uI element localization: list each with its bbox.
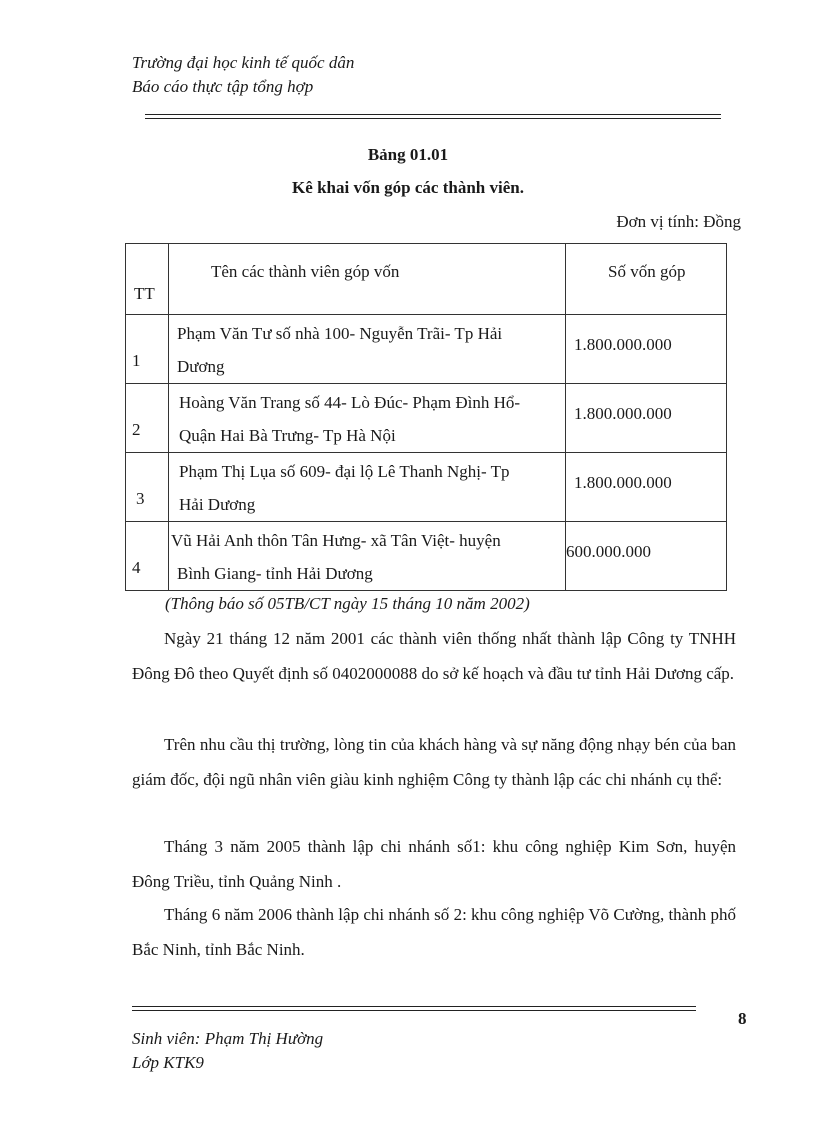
row-amount: 1.800.000.000 bbox=[566, 315, 727, 384]
footer-rule-2 bbox=[132, 1010, 696, 1011]
row-tt: 1 bbox=[126, 315, 169, 384]
header-amount: Số vốn góp bbox=[566, 244, 727, 315]
source-note: (Thông báo số 05TB/CT ngày 15 tháng 10 năm 2002) bbox=[165, 594, 530, 613]
paragraph-branches-intro: Trên nhu cầu thị trường, lòng tin của khách hàng và sự năng động nhạy bén của ban giám đốc, đội ngũ nhân viên giàu kinh nghiệm Công ty thành lập các chi nhánh cụ thể: bbox=[132, 735, 736, 789]
table-row bbox=[126, 453, 727, 522]
row-tt: 2 bbox=[126, 384, 169, 453]
table-header-row bbox=[126, 244, 727, 315]
header-rule bbox=[145, 114, 721, 115]
row-tt: 3 bbox=[126, 453, 169, 522]
table-row bbox=[126, 384, 727, 453]
row-name: Vũ Hải Anh thôn Tân Hưng- xã Tân Việt- huyện Bình Giang- tỉnh Hải Dương bbox=[169, 522, 566, 591]
paragraph-branch-2: Tháng 6 năm 2006 thành lập chi nhánh số 2: khu công nghiệp Võ Cường, thành phố Bắc Ninh, tỉnh Bắc Ninh. bbox=[132, 905, 736, 959]
row-tt: 4 bbox=[126, 522, 169, 591]
row-name: Phạm Văn Tư số nhà 100- Nguyễn Trãi- Tp Hải Dương bbox=[169, 315, 566, 384]
footer-student: Sinh viên: Phạm Thị Hường bbox=[132, 1029, 324, 1048]
row-amount: 1.800.000.000 bbox=[566, 453, 727, 522]
table-row bbox=[126, 315, 727, 384]
row-name: Phạm Thị Lụa số 609- đại lộ Lê Thanh Nghị- Tp Hải Dương bbox=[169, 453, 566, 522]
paragraph-founding: Ngày 21 tháng 12 năm 2001 các thành viên thống nhất thành lập Công ty TNHH Đông Đô theo Quyết định số 0402000088 do sở kế hoạch và đầu tư tỉnh Hải Dương cấp. bbox=[132, 629, 736, 683]
row-amount: 1.800.000.000 bbox=[566, 384, 727, 453]
page-number: 8 bbox=[738, 1009, 747, 1028]
table-number: Bảng 01.01 bbox=[367, 145, 449, 164]
header-university: Trường đại học kinh tế quốc dân bbox=[132, 53, 355, 72]
unit-label: Đơn vị tính: Đồng bbox=[616, 212, 741, 231]
header-rule-2 bbox=[145, 118, 721, 119]
footer-rule bbox=[132, 1006, 696, 1007]
header-name: Tên các thành viên góp vốn bbox=[169, 244, 566, 315]
table-row bbox=[126, 522, 727, 591]
footer-class: Lớp KTK9 bbox=[132, 1053, 204, 1072]
members-capital-table bbox=[125, 243, 727, 591]
table-caption: Kê khai vốn góp các thành viên. bbox=[292, 178, 524, 197]
paragraph-branch-1: Tháng 3 năm 2005 thành lập chi nhánh số1: khu công nghiệp Kim Sơn, huyện Đông Triều, tỉnh Quảng Ninh . bbox=[132, 837, 736, 891]
row-name: Hoàng Văn Trang số 44- Lò Đúc- Phạm Đình Hổ- Quận Hai Bà Trưng- Tp Hà Nội bbox=[169, 384, 566, 453]
header-report-title: Báo cáo thực tập tổng hợp bbox=[132, 77, 314, 96]
row-amount: 600.000.000 bbox=[566, 522, 727, 591]
header-tt: TT bbox=[126, 244, 169, 315]
